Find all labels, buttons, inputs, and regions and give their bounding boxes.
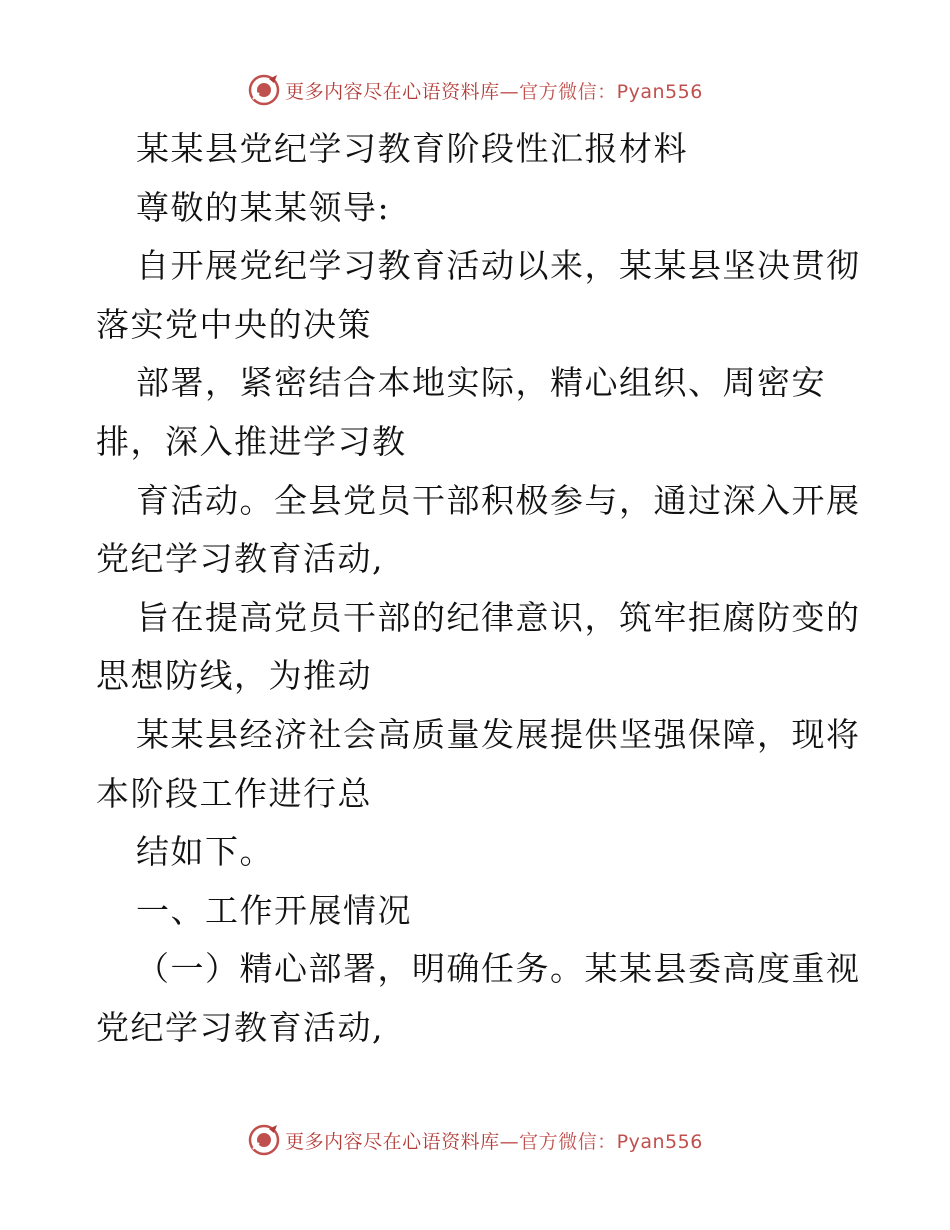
watermark-contact: —官方微信：Pyan556 <box>499 80 703 103</box>
text-line: 党纪学习教育活动, <box>96 539 384 579</box>
text-line: 落实党中央的决策 <box>96 304 372 344</box>
text-line: 一、工作开展情况 <box>136 890 412 930</box>
footer-watermark <box>0 1120 950 1160</box>
header-watermark <box>0 70 950 110</box>
text-line: 部署，紧密结合本地实际，精心组织、周密安 <box>136 363 826 403</box>
document-body <box>96 120 861 1058</box>
text-line: 自开展党纪学习教育活动以来，某某县坚决贯彻 <box>136 246 861 286</box>
logo-icon <box>247 1123 281 1157</box>
text-line: 思想防线，为推动 <box>96 656 372 696</box>
watermark-text <box>285 1127 703 1154</box>
text-line: 本阶段工作进行总 <box>96 773 372 813</box>
text-line: 尊敬的某某领导: <box>136 187 391 227</box>
watermark-brand: 更多内容尽在心语资料库 <box>285 80 500 103</box>
logo-icon <box>247 73 281 107</box>
text-line: 结如下。 <box>136 832 274 872</box>
text-line: 某某县党纪学习教育阶段性汇报材料 <box>136 129 688 168</box>
watermark-brand: 更多内容尽在心语资料库 <box>285 1130 500 1153</box>
text-line: 党纪学习教育活动, <box>96 1007 384 1047</box>
text-line: （一）精心部署，明确任务。某某县委高度重视 <box>136 949 861 989</box>
text-line: 旨在提高党员干部的纪律意识，筑牢拒腐防变的 <box>136 597 861 637</box>
watermark-contact: —官方微信：Pyan556 <box>499 1130 703 1153</box>
text-line: 某某县经济社会高质量发展提供坚强保障，现将 <box>136 714 861 754</box>
text-line: 育活动。全县党员干部积极参与，通过深入开展 <box>136 480 861 520</box>
text-line: 排，深入推进学习教 <box>96 421 407 461</box>
watermark-text <box>285 77 703 104</box>
